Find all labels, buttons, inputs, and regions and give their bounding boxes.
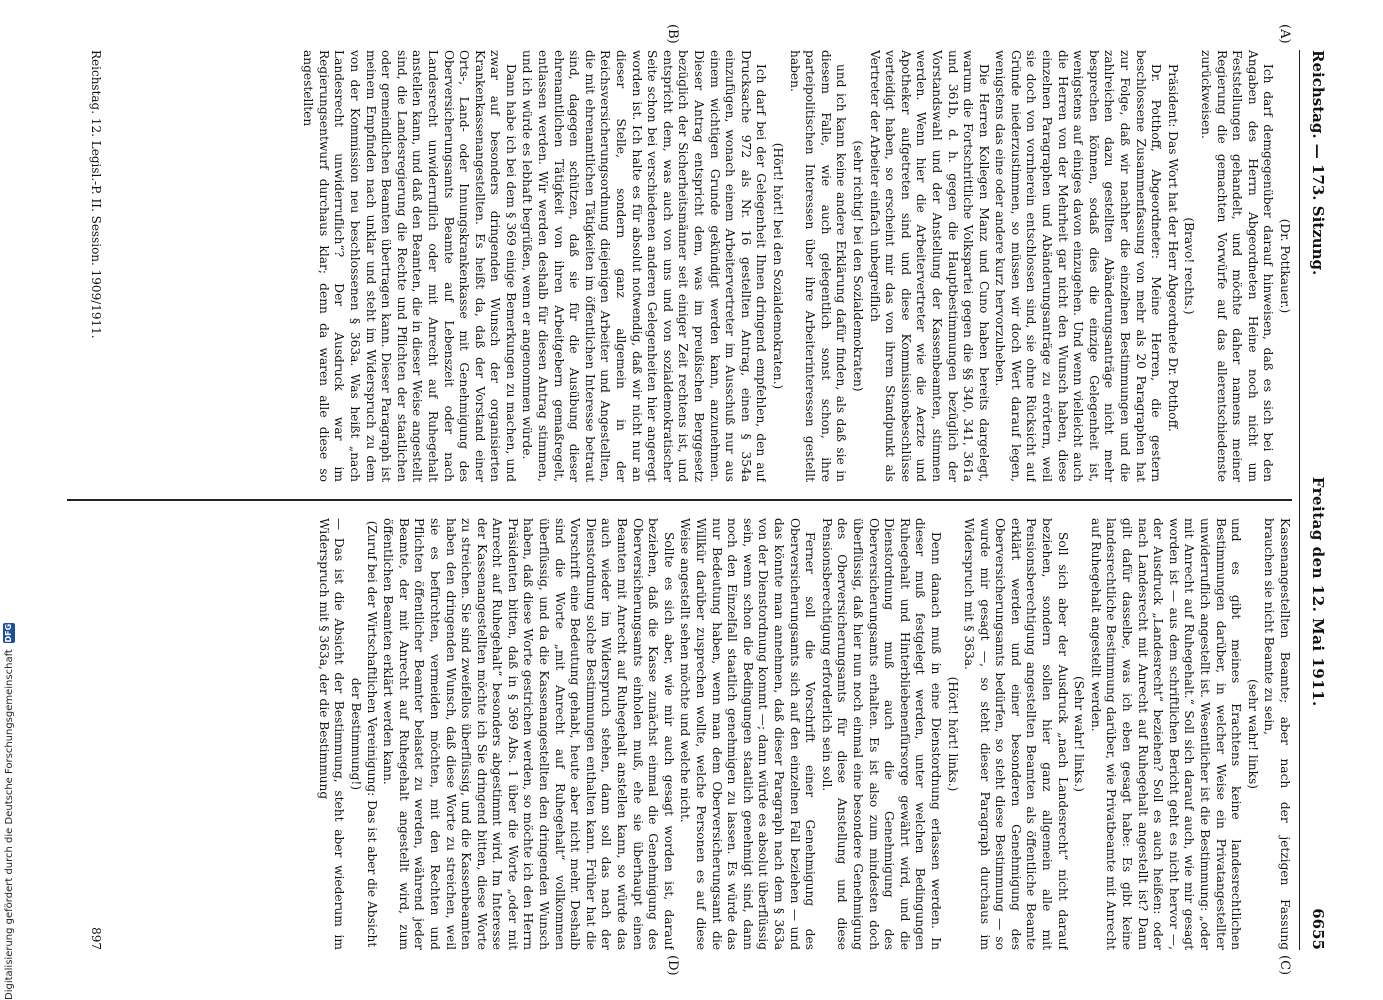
- paragraph: Ich darf bei der Gelegenheit Ihnen dringend empfehlen, den auf Drucksache 972 als Nr. 16 gestellten Antrag, einen § 354a einzufügen, wonach einem Arbeitervertreter im Ausschuß nur aus einem wichtigen Grunde gekündigt werden kann, anzunehmen. Dieser Antrag entspricht dem, was im preußischen Berggesetz bezüglich der Sicherheitsmänner seit einiger Zeit rechtens ist, und entspricht dem, was auch von uns und von sozialdemokratischer Seite schon bei verschiedenen anderen Gelegenheiten hier angeregt worden ist. Ich halte es für absolut notwendig, daß wir nicht nur an dieser Stelle, sondern ganz allgemein in der Reichsversicherungsordnung diejenigen Arbeiter und Angestellten, die mit ehrenamtlichen Tätigkeiten im öffentlichen Interesse betraut sind, dagegen schützen, daß sie für die Ausübung dieser ehrenamtlichen Tätigkeit von ihren Arbeitgebern gemaßregelt, entlassen werden. Wir werden deshalb für diesen Antrag stimmen, und ich würde es lebhaft begrüßen, wenn er angenommen würde.: [520, 50, 769, 482]
- right-column: [67, 518, 1292, 950]
- header-page-number: 6655: [1309, 908, 1327, 950]
- margin-mark-c: (C): [1277, 955, 1292, 976]
- text-columns: [67, 24, 1292, 976]
- paragraph: und ich kann keine andere Erklärung dafür finden, als daß sie in diesem Falle, wie auch gelegentlich sonst schon, ihre parteipolitischen Interessen über ihre Arbeiterinteressen gestellt haben.: [787, 50, 849, 482]
- funding-text: Digitalisierung gefördert durch die Deutsche Forschungsgemeinschaft: [3, 649, 15, 1000]
- paragraph: Ich darf demgegenüber darauf hinweisen, daß es sich bei den Angaben des Herrn Abgeordneten Heine noch nicht um Feststellungen gehandelt, und möchte daher namens meiner Regierung die gemachten Vorwürfe auf das allerentschiedenste zurückweisen.: [1199, 50, 1276, 482]
- paragraph: Soll sich aber der Ausdruck „nach Landesrecht“ nicht darauf beziehen, sondern sollen hier ganz allgemein alle mit Pensionsberechtigung angestellten Beamten als öffentliche Beamte erklärt werden und einer besonderen Genehmigung des Oberversicherungsamts bedürfen, so steht diese Bestimmung — so wurde mir gesagt —, so steht dieser Paragraph durchaus im Widerspruch mit § 363a.: [962, 518, 1070, 950]
- interjection: (Hört! hört! links.): [945, 676, 960, 792]
- margin-mark-a: (A): [1277, 24, 1292, 44]
- dfg-logo-icon: DFG: [4, 623, 13, 643]
- paragraph: Sollte es sich aber, wie mir auch gesagt worden ist, darauf beziehen, daß die Kasse zunächst einmal die Genehmigung des Oberversicherungsamts einholen muß, ehe sie überhaupt einen Beamten mit Anrecht auf Ruhegehalt anstellen kann, so würde das auch wieder im Widerspruch stehen, dann soll das nach der Dienstordnung solche Bestimmungen enthalten kann. Früher hat die Vorschrift eine Bedeutung gehabt, heute aber nicht mehr. Deshalb sind die Worte „mit Anrecht auf Ruhegehalt“ vollkommen überflüssig, und da die Kassenangestellten den dringenden Wunsch haben, daß diese Worte gestrichen werden, so möchte ich den Herrn Präsidenten bitten, daß in § 369 Abs. 1 über die Worte „oder mit Anrecht auf Ruhegehalt“ besonders abgestimmt wird. Im Interesse der Kassenangestellten möchte ich Sie dringend bitten, diese Worte zu streichen. Sie sind zweifellos überflüssig, und die Kassenbeamten haben den dringenden Wunsch, daß diese Worte zu streichen, weil sie es befürchten, vermeiden möchten, mit den Rechten und Pflichten öffentlicher Beamter belastet zu werden, während jeder Beamte, der mit Anrecht auf Ruhegehalt angestellt wird, zum öffentlichen Beamten erklärt werden kann.: [381, 518, 676, 950]
- header-date: Freitag den 12. Mai 1911.: [1309, 476, 1327, 707]
- paragraph: Ferner soll die Vorschrift einer Genehmigung des Oberversicherungsamts sich auf den einzelnen Fall beziehen — und das könnte man annehmen, daß dieser Paragraph nach dem § 363a von der Dienstordnung kommt —; dann würde es absolut überflüssig sein, wenn schon die Bedingungen staatlich genehmigt sind, dann noch den Einzelfall staatlich genehmigen zu lassen. Es würde das nur Bedeutung haben, wenn man dem Oberversicherungsamt die Willkür darüber zusprechen wollte, welche Personen es auf diese Weise angestellt sehen möchte und welche nicht.: [678, 518, 818, 950]
- paragraph: Dr. Potthoff, Abgeordneter: Meine Herren, die gestern beschlossene Zusammenfassung von mehr als 20 Paragraphen hat zur Folge, daß wir nachher die einzelnen Bestimmungen und die zahlreichen dazu gestellten Abänderungsanträge nicht mehr besprechen können, sodaß dies die einzige Gelegenheit ist, wenigstens auf einiges davon einzugehen. Und wenn vielleicht auch die Herren von der Mehrheit gar nicht den Wunsch haben, diese einzelnen Paragraphen und Abänderungsanträge zu erörtern, weil sie doch von vornherein entschlossen sind, sie ohne Rücksicht auf Gründe niederzustimmen, so müssen wir doch Wert darauf legen, wenigstens das eine oder andere kurz hervorzuheben.: [993, 50, 1164, 482]
- page-footer: [83, 50, 103, 950]
- column-divider: [67, 499, 1292, 501]
- interjection: (Dr. Pottkauer.): [1278, 218, 1292, 314]
- interjection: (sehr richtig! bei den Sozialdemokraten): [850, 140, 865, 392]
- interjection: (Sehr wahr! links.): [1072, 676, 1087, 792]
- paragraph: — Das ist die Absicht der Bestimmung, steht aber wiederum im Widerspruch mit § 363a, der die Bestimmung: [316, 518, 347, 950]
- interjection: (Hört! hört! bei den Sozialdemokraten.): [771, 142, 785, 390]
- header-left-title: Reichstag. — 173. Sitzung.: [1309, 50, 1327, 276]
- interjection: (Zuruf bei der Wirtschaftlichen Vereinigung: Das ist aber die Absicht der Bestimmung!): [348, 520, 379, 948]
- paragraph: Kassenangestellten Beamte; aber nach der jetzigen Fassung brauchen sie nicht Beamte zu sein,: [1262, 518, 1292, 950]
- paragraph: Die Herren Kollegen Manz und Cuno haben bereits dargelegt, warum die Fortschrittliche Volkspartei gegen die §§ 340, 341, 361a und 361b, d. h. gegen die Hauptbestimmungen bezüglich der Vorstandswahl und der Anstellung der Kassenbeamten, stimmen werden. Wenn hier die Arbeitervertreter wie die Aerzte und Apotheker aufgetreten sind und diese Kommissionsbeschlüsse verteidigt haben, so erscheint mir das von ihrem Standpunkt als Vertreter der Arbeiter einfach unbegreiflich: [867, 50, 991, 482]
- margin-mark-d: (D): [665, 955, 680, 976]
- paragraph: Dann habe ich bei dem § 369 einige Bemerkungen zu machen, und zwar auf besonders dringenden Wunsch der organisierten Krankenkassenangestellten. Es heißt da, daß der Vorstand einer Orts-, Land- oder Innungskrankenkasse mit Genehmigung des Oberversicherungsamts Beamte auf Lebenszeit oder nach Landesrecht unwiderruflich oder mit Anrecht auf Ruhegehalt anstellen kann, und daß den Beamten, die in dieser Weise angestellt sind, die Landesregierung die Rechte und Pflichten der staatlichen oder gemeindlichen Beamten übertragen kann. Dieser Paragraph ist meinem Empfinden nach unklar und steht im Widerspruch zu dem von der Kommission neu beschlossenen § 363a. Was heißt „nach Landesrecht unwiderruflich“? Der Ausdruck war im Regierungsentwurf durchaus klar; denn da waren alle diese so angestellten: [301, 50, 518, 482]
- footer-page-number: 897: [89, 927, 103, 950]
- page-header: [1299, 50, 1336, 950]
- paragraph: Präsident: Das Wort hat der Herr Abgeordnete Dr. Potthoff.: [1165, 64, 1180, 432]
- interjection: (sehr wahr! links): [1245, 679, 1260, 789]
- interjection: (Bravo! rechts.): [1182, 217, 1197, 315]
- margin-mark-b: (B): [665, 24, 680, 44]
- paragraph: Denn danach muß in eine Dienstordnung erlassen werden. In dieser muß festgelegt werden, unter welchen Bedingungen Ruhegehalt und Hinterbliebenenfürsorge gewährt wird, und die Dienstordnung muß auch die Genehmigung des Oberversicherungsamts erhalten. Es ist also zum mindesten doch überflüssig, daß hier nun noch einmal eine besondere Genehmigung des Oberversicherungsamts für diese Anstellung und diese Pensionsberechtigung erforderlich sein soll.: [819, 518, 943, 950]
- paragraph: und es gibt meines Erachtens keine landesrechtlichen Bestimmungen darüber, in welcher Weise ein Privatangestellter unwiderruflich angestellt ist. Wesentlicher ist die Bestimmung: „oder mit Anrecht auf Ruhegehalt.“ Soll sich darauf auch, wie mir gesagt worden ist — aus dem schriftlichen Bericht geht es nicht hervor —, der Ausdruck „Landesrecht“ beziehen? Soll es auch heißen: oder nach Landesrecht mit Anrecht auf Ruhegehalt angestellt ist? Dann gilt dafür dasselbe, was ich eben gesagt habe: Es gibt keine landesrechtliche Bestimmung darüber, wie Privatbeamte mit Anrecht auf Ruhegehalt angestellt werden.: [1088, 518, 1244, 950]
- footer-session-info: Reichstag. 12. Legisl.-P. II. Session. 1909/1911.: [89, 50, 103, 339]
- funding-notice: [2, 0, 16, 1000]
- document-page: [46, 24, 1336, 976]
- left-column: [67, 50, 1292, 482]
